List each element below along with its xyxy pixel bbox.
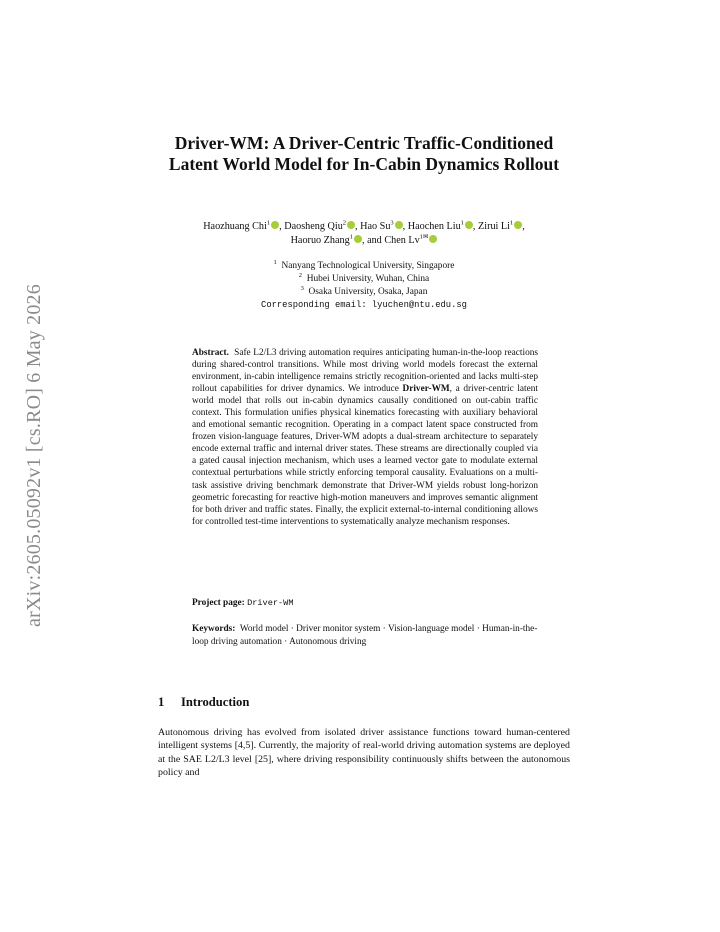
author-list <box>158 220 570 248</box>
author-name: Zirui Li <box>478 221 510 232</box>
orcid-icon[interactable] <box>271 221 279 229</box>
author-affiliation-mark: 3 <box>390 219 394 227</box>
author-affiliation-mark: 1✉ <box>419 233 429 241</box>
section-heading <box>158 695 570 710</box>
author-affiliation-mark: 1 <box>349 233 353 241</box>
author-separator: , <box>522 221 525 232</box>
abstract-text-2: , a driver-centric latent world model that rolls out in-cabin dynamics causally conditioned on out-cabin traffic context. This formulation unifies physical kinematics forecasting with auxiliary behavioral and emotional semantic recognition. Operating in a compact latent space constructed from frozen vision-language features, Driver-WM adopts a dual-stream architecture to separately encode external traffic and internal driver states. These streams are directionally coupled via a gated causal injection mechanism, which uses a learned vector gate to modulate external contextual perturbations while strictly enforcing temporal causality. Evaluations on a multi-task assistive driving benchmark demonstrate that Driver-WM yields robust long-horizon geometric forecasting for reactive high-motion maneuvers and improves semantic alignment for both driver and traffic states. Finally, the explicit external-to-internal conditioning allows for controlled test-time interventions to systematically analyze mechanism responses. <box>192 384 538 527</box>
arxiv-stamp <box>16 260 52 650</box>
section-title: Introduction <box>181 695 250 709</box>
orcid-icon[interactable] <box>347 221 355 229</box>
abstract <box>192 347 538 528</box>
keywords-label: Keywords: <box>192 624 236 634</box>
author-name: Chen Lv <box>384 235 420 246</box>
project-link[interactable]: Driver-WM <box>247 598 294 608</box>
affiliation-2: $^2$ Hubei University, Wuhan, China <box>298 271 430 284</box>
author-separator: , <box>472 221 479 232</box>
arxiv-id: arXiv:2605.05092v1 [cs.RO] 6 May 2026 <box>22 283 45 627</box>
author-name: Haozhuang Chi <box>203 221 267 232</box>
affiliation-3: $^3$ Osaka University, Osaka, Japan <box>300 284 428 297</box>
author-affiliation-mark: 1 <box>266 219 271 227</box>
paper-title: Driver-WM: A Driver-Centric Traffic-Conditioned Latent World Model for In-Cabin Dynamics Rollout <box>168 133 560 174</box>
orcid-icon[interactable] <box>354 235 362 243</box>
affiliation-1: $^1$ Nanyang Technological University, Singapore <box>273 258 455 271</box>
author-separator: , and <box>361 235 385 246</box>
author-name: Haoruo Zhang <box>290 235 350 246</box>
corresponding-email[interactable]: Corresponding email: lyuchen@ntu.edu.sg <box>261 300 467 310</box>
abstract-label: Abstract. <box>192 348 229 358</box>
orcid-icon[interactable] <box>395 221 403 229</box>
abstract-model-name: Driver-WM <box>402 384 450 395</box>
author-affiliation-mark: 1 <box>510 219 514 227</box>
author-name: Haochen Liu <box>407 221 461 232</box>
author-affiliation-mark: 2 <box>342 219 347 227</box>
author-affiliation-mark: 1 <box>460 219 464 227</box>
orcid-icon[interactable] <box>429 235 437 243</box>
author-name: Hao Su <box>360 221 391 232</box>
abstract-text-1: Safe L2/L3 driving automation requires anticipating human-in-the-loop reactions during shared-control transitions. While most driving world models forecast the external environment, in-cabin intelligence remains strictly recognition-oriented and lacks multi-step rollout capabilities for driver dynamics. We introduce <box>192 348 538 395</box>
author-name: Daosheng Qiu <box>284 221 343 232</box>
author-separator: , <box>355 221 361 232</box>
affiliations <box>158 260 570 312</box>
project-page <box>192 597 538 609</box>
project-label: Project page: <box>192 598 245 608</box>
keywords <box>192 623 538 648</box>
section-number: 1 <box>158 695 165 709</box>
author-separator: , <box>402 221 408 232</box>
keywords-text: World model · Driver monitor system · Vision-language model · Human-in-the-loop driving automation · Autonomous driving <box>192 624 538 647</box>
intro-paragraph: Autonomous driving has evolved from isolated driver assistance functions toward human-centered intelligent systems [4,5]. Currently, the majority of real-world driving automation systems are deployed at the SAE L2/L3 level [25], where driving responsibility continuously shifts between the autonomous policy and <box>158 727 570 778</box>
author-separator: , <box>279 221 285 232</box>
orcid-icon[interactable] <box>465 221 473 229</box>
